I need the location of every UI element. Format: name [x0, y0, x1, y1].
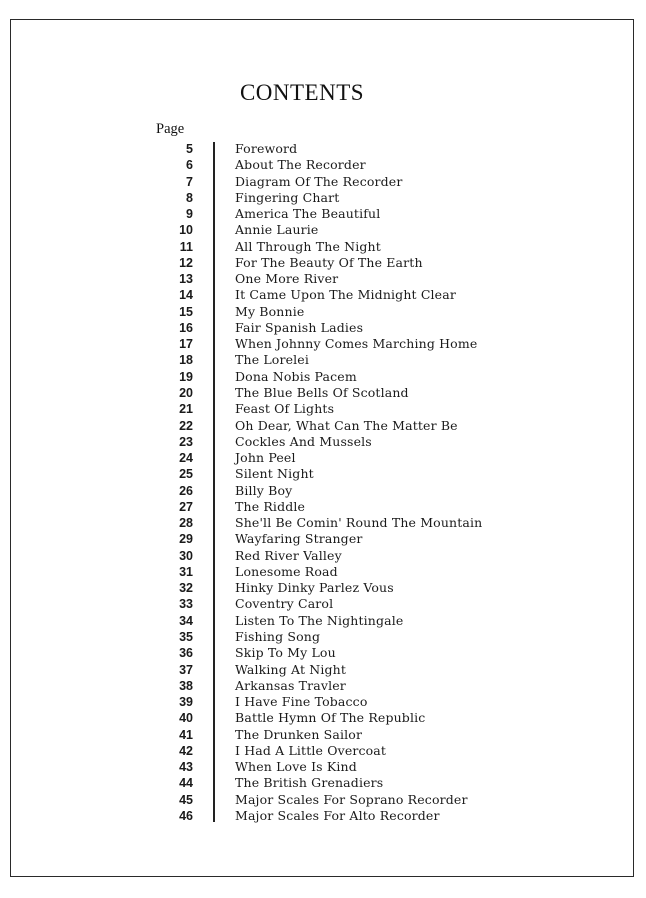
entry-page-number: 37	[179, 662, 193, 677]
entry-title: My Bonnie	[235, 303, 305, 319]
entry-page-number: 32	[179, 581, 193, 596]
entry-title: Battle Hymn Of The Republic	[235, 710, 426, 726]
contents-entry	[11, 531, 611, 547]
contents-entry	[11, 287, 611, 303]
entry-page-number: 9	[186, 207, 193, 222]
entry-page-number: 24	[179, 451, 193, 466]
contents-entry	[11, 678, 611, 694]
entry-page-number: 15	[179, 304, 193, 319]
contents-entry	[11, 515, 611, 531]
contents-entry	[11, 466, 611, 482]
entry-page-number: 20	[179, 385, 193, 400]
entry-page-number: 26	[179, 483, 193, 498]
contents-entry	[11, 499, 611, 515]
page-column-header: Page	[156, 121, 185, 137]
entry-title: The Riddle	[235, 498, 306, 514]
page-border	[10, 19, 634, 877]
contents-entry	[11, 190, 611, 206]
contents-entry	[11, 662, 611, 678]
entry-title: All Through The Night	[235, 238, 381, 254]
entry-title: America The Beautiful	[235, 206, 381, 222]
entry-title: The Lorelei	[235, 352, 310, 368]
entry-page-number: 42	[179, 743, 193, 758]
contents-entry	[11, 483, 611, 499]
entry-title: Red River Valley	[235, 547, 342, 563]
contents-entry	[11, 629, 611, 645]
entry-title: I Have Fine Tobacco	[235, 694, 368, 710]
entry-title: Annie Laurie	[235, 222, 319, 238]
entry-page-number: 33	[179, 597, 193, 612]
contents-entry	[11, 174, 611, 190]
entry-title: I Had A Little Overcoat	[235, 742, 387, 758]
entry-title: Feast Of Lights	[235, 401, 335, 417]
entry-page-number: 43	[179, 760, 193, 775]
entry-page-number: 36	[179, 646, 193, 661]
entry-page-number: 12	[179, 255, 193, 270]
entry-page-number: 14	[179, 288, 193, 303]
entry-title: Major Scales For Soprano Recorder	[235, 791, 468, 807]
entry-page-number: 46	[179, 808, 193, 823]
contents-entry	[11, 271, 611, 287]
contents-entry	[11, 418, 611, 434]
entry-page-number: 25	[179, 467, 193, 482]
page-title: CONTENTS	[239, 80, 365, 105]
contents-entry	[11, 759, 611, 775]
entry-title: Fair Spanish Ladies	[235, 319, 364, 335]
contents-entry	[11, 434, 611, 450]
contents-entry	[11, 792, 611, 808]
contents-entry	[11, 255, 611, 271]
contents-entry	[11, 743, 611, 759]
entry-title: For The Beauty Of The Earth	[235, 254, 423, 270]
entry-page-number: 23	[179, 434, 193, 449]
entry-title: Dona Nobis Pacem	[235, 368, 357, 384]
entry-title: Wayfaring Stranger	[235, 531, 363, 547]
entry-page-number: 21	[179, 402, 193, 417]
contents-entry	[11, 775, 611, 791]
entry-title: Hinky Dinky Parlez Vous	[235, 580, 394, 596]
entry-title: One More River	[235, 271, 339, 287]
entry-page-number: 18	[179, 353, 193, 368]
entry-page-number: 11	[179, 239, 193, 254]
contents-entry	[11, 385, 611, 401]
entry-title: John Peel	[235, 450, 296, 466]
entry-title: Fishing Song	[235, 628, 321, 644]
entry-page-number: 19	[179, 369, 193, 384]
entry-title: Major Scales For Alto Recorder	[235, 807, 440, 823]
entry-title: Oh Dear, What Can The Matter Be	[235, 417, 458, 433]
entry-page-number: 38	[179, 678, 193, 693]
entry-title: Skip To My Lou	[235, 645, 336, 661]
entry-page-number: 6	[186, 158, 193, 173]
entry-title: The British Grenadiers	[235, 775, 384, 791]
entry-page-number: 35	[179, 629, 193, 644]
entry-title: Foreword	[235, 141, 298, 156]
entry-page-number: 39	[179, 695, 193, 710]
entry-title: Cockles And Mussels	[235, 433, 372, 449]
entry-title: About The Recorder	[235, 157, 366, 173]
entry-title: The Blue Bells Of Scotland	[235, 384, 409, 400]
contents-entry	[11, 645, 611, 661]
contents-entry	[11, 141, 611, 157]
contents-entry	[11, 352, 611, 368]
entry-page-number: 8	[186, 190, 193, 205]
contents-entry	[11, 369, 611, 385]
contents-entry	[11, 710, 611, 726]
contents-entry	[11, 206, 611, 222]
contents-entry	[11, 401, 611, 417]
entry-title: Arkansas Travler	[235, 677, 346, 693]
entry-title: Lonesome Road	[235, 563, 338, 579]
entry-title: Listen To The Nightingale	[235, 612, 404, 628]
entry-page-number: 16	[179, 320, 193, 335]
entry-title: When Love Is Kind	[235, 759, 357, 775]
entry-page-number: 13	[179, 272, 193, 287]
contents-entry	[11, 564, 611, 580]
contents-entry	[11, 157, 611, 173]
contents-entry	[11, 596, 611, 612]
entry-page-number: 10	[179, 223, 193, 238]
entry-title: Fingering Chart	[235, 189, 340, 205]
entry-title: Coventry Carol	[235, 596, 334, 612]
contents-entry	[11, 320, 611, 336]
contents-entry	[11, 808, 611, 824]
contents-entry	[11, 239, 611, 255]
entry-title: Billy Boy	[235, 482, 293, 498]
entry-page-number: 29	[179, 532, 193, 547]
entry-title: She'll Be Comin' Round The Mountain	[235, 515, 483, 531]
entry-title: Silent Night	[235, 466, 314, 482]
entry-page-number: 45	[179, 792, 193, 807]
entry-page-number: 5	[186, 142, 193, 156]
contents-entry	[11, 548, 611, 564]
entry-page-number: 40	[179, 711, 193, 726]
contents-entry	[11, 580, 611, 596]
entry-page-number: 17	[179, 337, 193, 352]
contents-entry	[11, 727, 611, 743]
entry-page-number: 31	[179, 564, 193, 579]
entry-title: Diagram Of The Recorder	[235, 173, 403, 189]
contents-entry	[11, 694, 611, 710]
entry-title: It Came Upon The Midnight Clear	[235, 287, 456, 303]
entry-page-number: 22	[179, 418, 193, 433]
contents-entry	[11, 450, 611, 466]
contents-entry	[11, 222, 611, 238]
entry-page-number: 30	[179, 548, 193, 563]
entry-page-number: 28	[179, 516, 193, 531]
entry-page-number: 7	[186, 174, 193, 189]
contents-entry	[11, 304, 611, 320]
entry-title: Walking At Night	[235, 661, 347, 677]
entry-page-number: 34	[179, 613, 193, 628]
contents-list	[11, 141, 611, 824]
contents-entry	[11, 613, 611, 629]
entry-page-number: 44	[179, 776, 193, 791]
contents-entry	[11, 336, 611, 352]
entry-page-number: 27	[179, 499, 193, 514]
entry-title: The Drunken Sailor	[235, 726, 363, 742]
entry-page-number: 41	[179, 727, 193, 742]
entry-title: When Johnny Comes Marching Home	[235, 336, 478, 352]
